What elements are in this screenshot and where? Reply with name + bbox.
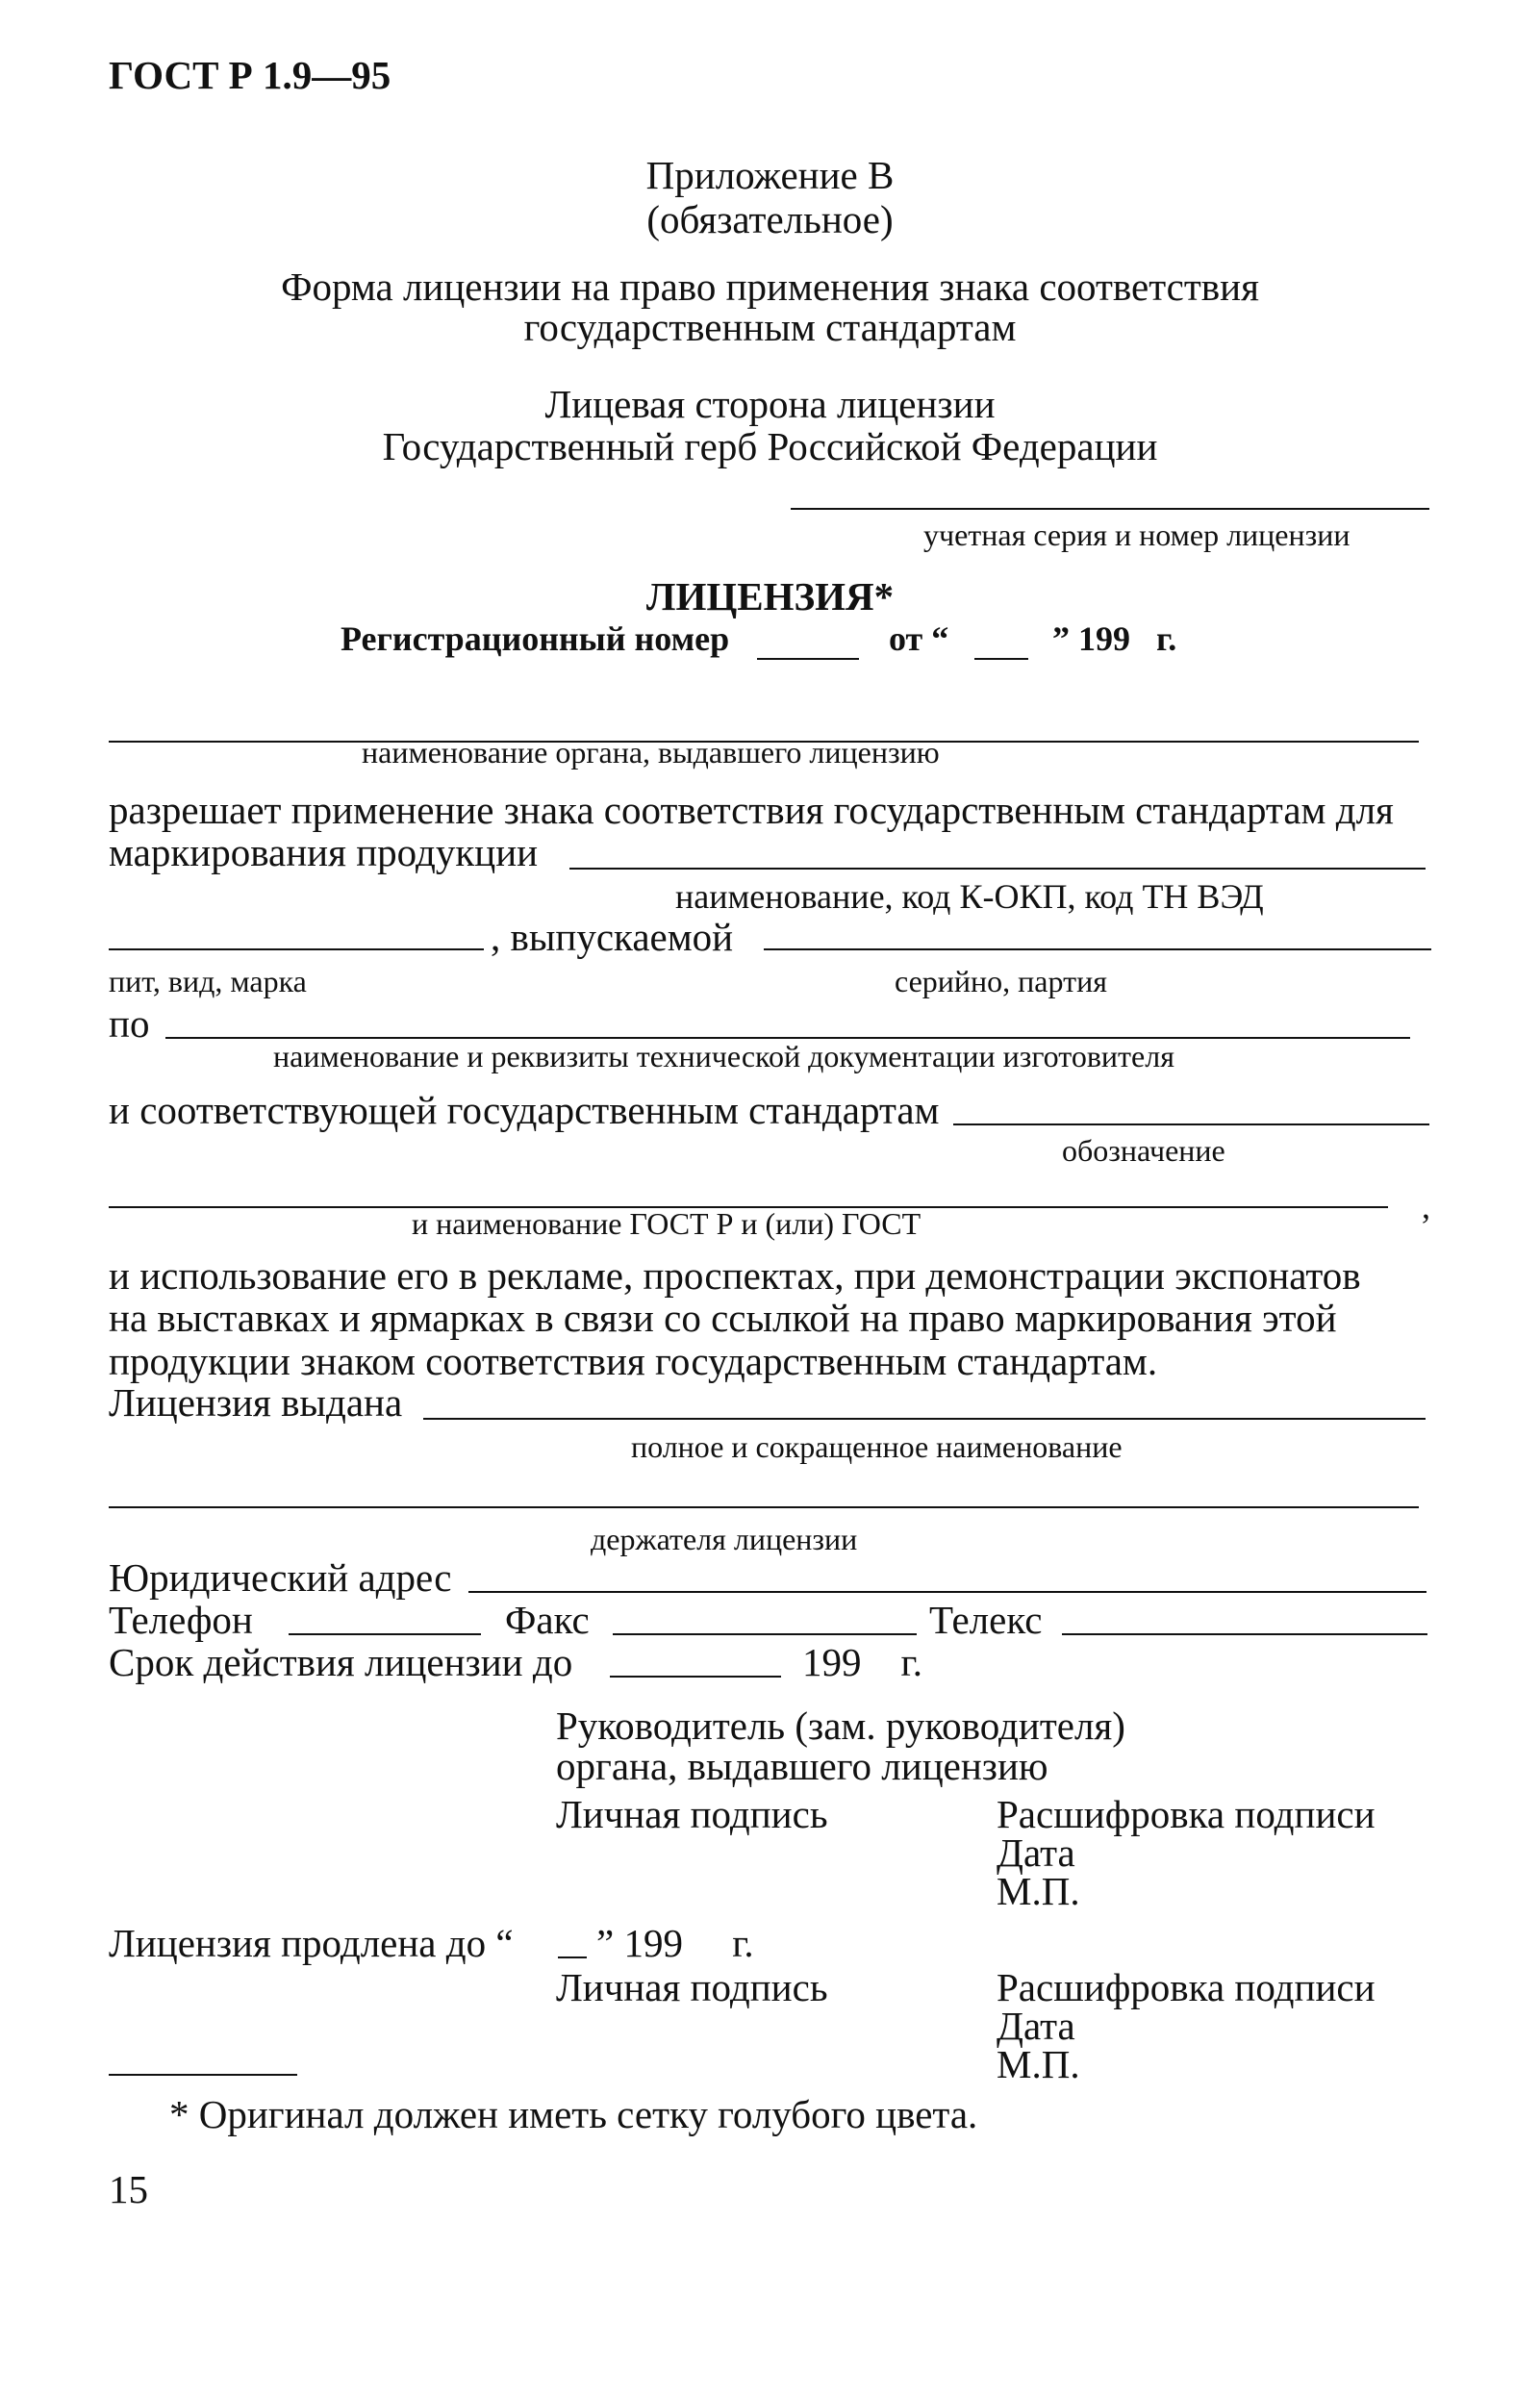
page-number: 15 bbox=[109, 2167, 148, 2211]
type-line bbox=[109, 948, 484, 950]
permits-line-2: маркирования продукции bbox=[109, 830, 539, 874]
holder-line bbox=[109, 1506, 1419, 1508]
registration-day-field bbox=[974, 658, 1028, 660]
footnote-text: * Оригинал должен иметь сетку голубого цвета. bbox=[169, 2092, 978, 2136]
head-title-line-1: Руководитель (зам. руководителя) bbox=[556, 1704, 1125, 1748]
designation-caption: обозначение bbox=[1062, 1133, 1225, 1168]
fax-label: Факс bbox=[505, 1598, 590, 1642]
date-label-2: Дата bbox=[997, 2004, 1075, 2048]
document-code: ГОСТ Р 1.9—95 bbox=[109, 53, 391, 97]
validity-date-line bbox=[610, 1676, 781, 1678]
serial-number-line bbox=[791, 508, 1429, 510]
stamp-label: М.П. bbox=[997, 1869, 1080, 1913]
signature-decoding-label-2: Расшифровка подписи bbox=[997, 1965, 1376, 2009]
registration-from-label: от “ bbox=[889, 619, 949, 658]
phone-line bbox=[289, 1633, 481, 1635]
personal-signature-label: Личная подпись bbox=[556, 1792, 828, 1836]
date-label: Дата bbox=[997, 1830, 1075, 1875]
license-heading: ЛИЦЕНЗИЯ* bbox=[645, 574, 895, 618]
usage-line-1: и использование его в рекламе, проспектах, при демонстрации экспонатов bbox=[109, 1253, 1361, 1298]
gost-comma: , bbox=[1422, 1187, 1430, 1225]
form-title-line-1: Форма лицензии на право применения знака соответствия bbox=[281, 265, 1259, 309]
issuer-caption: наименование органа, выдавшего лицензию bbox=[362, 735, 940, 770]
issued-to-line bbox=[423, 1418, 1426, 1420]
fullname-caption: полное и сокращенное наименование bbox=[631, 1429, 1123, 1464]
license-side-title: Лицевая сторона лицензии bbox=[544, 382, 996, 426]
produced-label: , выпускаемой bbox=[491, 915, 734, 959]
coat-of-arms-caption: Государственный герб Российской Федерации bbox=[382, 424, 1158, 468]
type-caption: пит, вид, марка bbox=[109, 964, 307, 998]
designation-line bbox=[953, 1123, 1429, 1125]
validity-year: 199 г. bbox=[802, 1640, 922, 1684]
fax-line bbox=[613, 1633, 917, 1635]
tech-doc-caption: наименование и реквизиты технической документации изготовителя bbox=[273, 1039, 1174, 1073]
batch-caption: серийно, партия bbox=[895, 964, 1107, 998]
registration-year-label: ” 199 г. bbox=[1052, 619, 1177, 658]
registration-number-field bbox=[757, 658, 859, 660]
telex-line bbox=[1062, 1633, 1427, 1635]
extended-label-text: Лицензия продлена до “ bbox=[109, 1921, 514, 1965]
permits-line-1: разрешает применение знака соответствия государственным стандартам для bbox=[109, 788, 1394, 832]
stamp-label-2: М.П. bbox=[997, 2042, 1080, 2086]
head-title-line-2: органа, выдавшего лицензию bbox=[556, 1744, 1048, 1788]
extended-day-line bbox=[558, 1956, 587, 1958]
extended-year: ” 199 г. bbox=[596, 1921, 754, 1965]
conform-label: и соответствующей государственным стандартам bbox=[109, 1088, 940, 1132]
personal-signature-label-2: Личная подпись bbox=[556, 1965, 828, 2009]
usage-line-3: продукции знаком соответствия государственным стандартам. bbox=[109, 1339, 1158, 1383]
signature-decoding-label: Расшифровка подписи bbox=[997, 1792, 1376, 1836]
gost-caption: и наименование ГОСТ Р и (или) ГОСТ bbox=[412, 1206, 921, 1241]
batch-line bbox=[764, 948, 1431, 950]
by-label: по bbox=[109, 1001, 150, 1046]
registration-number-label: Регистрационный номер bbox=[341, 619, 730, 658]
legal-address-label: Юридический адрес bbox=[109, 1555, 452, 1600]
footnote-separator bbox=[109, 2074, 297, 2076]
phone-label: Телефон bbox=[109, 1598, 253, 1642]
product-caption: наименование, код К-ОКП, код ТН ВЭД bbox=[675, 877, 1264, 916]
telex-label: Телекс bbox=[929, 1598, 1043, 1642]
issued-to-label: Лицензия выдана bbox=[109, 1380, 403, 1425]
form-title-line-2: государственным стандартам bbox=[523, 305, 1017, 349]
legal-address-line bbox=[468, 1591, 1426, 1593]
usage-line-2: на выставках и ярмарках в связи со ссылкой на право маркирования этой bbox=[109, 1296, 1337, 1340]
serial-number-caption: учетная серия и номер лицензии bbox=[923, 517, 1351, 552]
appendix-title: Приложение В bbox=[645, 153, 895, 197]
validity-label: Срок действия лицензии до bbox=[109, 1640, 573, 1684]
product-line bbox=[569, 868, 1426, 870]
holder-caption: держателя лицензии bbox=[591, 1522, 858, 1556]
appendix-status: (обязательное) bbox=[646, 197, 894, 241]
